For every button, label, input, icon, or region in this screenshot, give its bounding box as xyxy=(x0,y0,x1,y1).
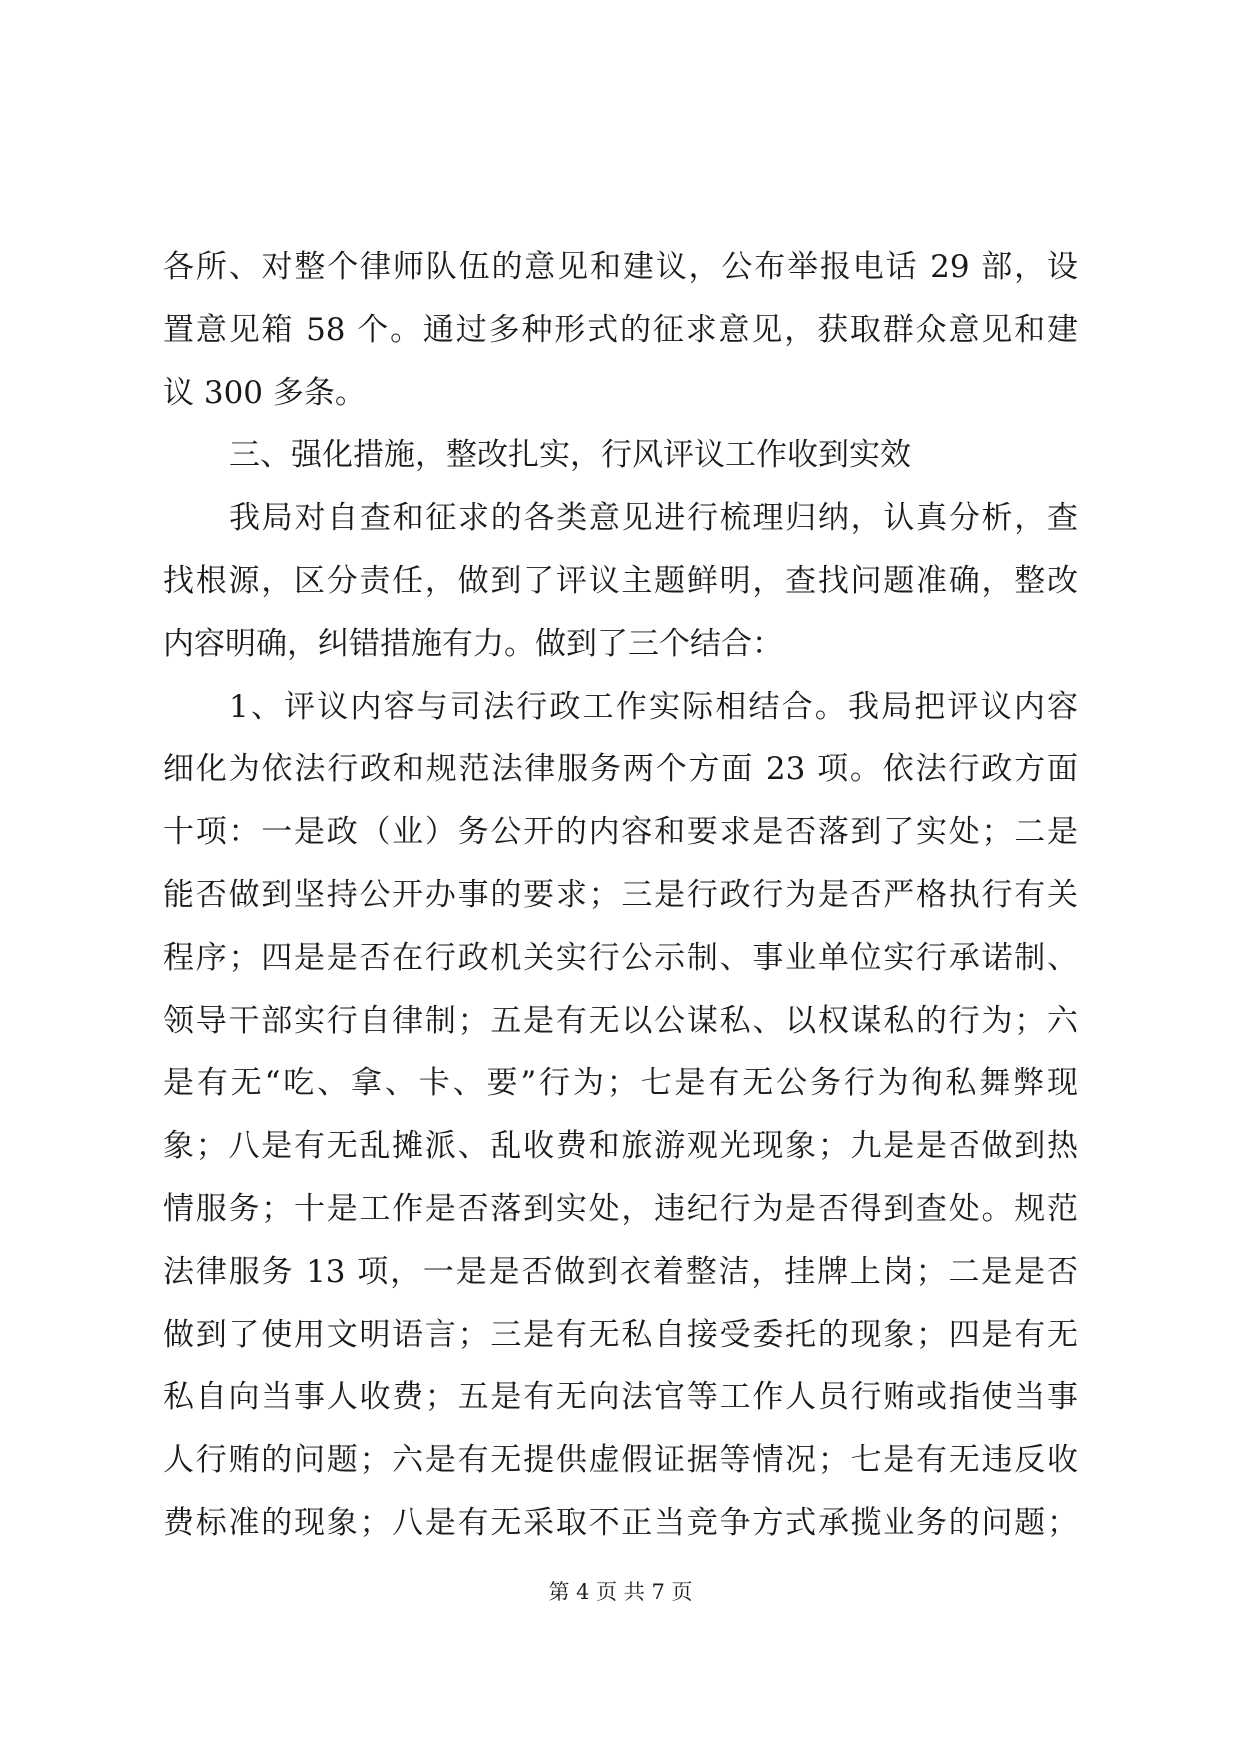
text-line: 1、评议内容与司法行政工作实际相结合。我局把评议内容 xyxy=(229,688,1078,725)
text-line: 议 300 多条。 xyxy=(163,374,366,411)
text-line: 象；八是有无乱摊派、乱收费和旅游观光现象；九是是否做到热 xyxy=(163,1128,1078,1165)
text-line: 三、强化措施，整改扎实，行风评议工作收到实效 xyxy=(229,437,911,474)
text-line: 私自向当事人收费；五是有无向法官等工作人员行贿或指使当事 xyxy=(163,1379,1078,1416)
text-line: 是有无“吃、拿、卡、要”行为；七是有无公务行为徇私舞弊现 xyxy=(163,1065,1078,1102)
text-line: 程序；四是是否在行政机关实行公示制、事业单位实行承诺制、 xyxy=(163,939,1078,976)
page-footer: 第 4 页 共 7 页 xyxy=(548,1580,693,1604)
text-line: 置意见箱 58 个。通过多种形式的征求意见，获取群众意见和建 xyxy=(163,311,1078,348)
text-line: 做到了使用文明语言；三是有无私自接受委托的现象；四是有无 xyxy=(163,1316,1078,1353)
text-line: 十项：一是政（业）务公开的内容和要求是否落到了实处；二是 xyxy=(163,814,1078,851)
text-line: 各所、对整个律师队伍的意见和建议，公布举报电话 29 部，设 xyxy=(163,249,1078,285)
text-line: 费标准的现象；八是有无采取不正当竞争方式承揽业务的问题； xyxy=(163,1504,1078,1541)
text-line: 领导干部实行自律制；五是有无以公谋私、以权谋私的行为；六 xyxy=(163,1002,1078,1039)
text-line: 能否做到坚持公开办事的要求；三是行政行为是否严格执行有关 xyxy=(163,876,1078,913)
text-line: 内容明确，纠错措施有力。做到了三个结合： xyxy=(163,625,783,662)
body-text xyxy=(163,236,1078,1555)
text-line: 我局对自查和征求的各类意见进行梳理归纳，认真分析，查 xyxy=(229,500,1078,537)
text-line: 细化为依法行政和规范法律服务两个方面 23 项。依法行政方面 xyxy=(163,751,1078,788)
text-line: 找根源，区分责任，做到了评议主题鲜明，查找问题准确，整改 xyxy=(163,562,1078,599)
text-line: 人行贿的问题；六是有无提供虚假证据等情况；七是有无违反收 xyxy=(163,1442,1078,1479)
text-line: 情服务；十是工作是否落到实处，违纪行为是否得到查处。规范 xyxy=(163,1190,1078,1227)
text-line: 法律服务 13 项，一是是否做到衣着整洁，挂牌上岗；二是是否 xyxy=(163,1253,1078,1290)
